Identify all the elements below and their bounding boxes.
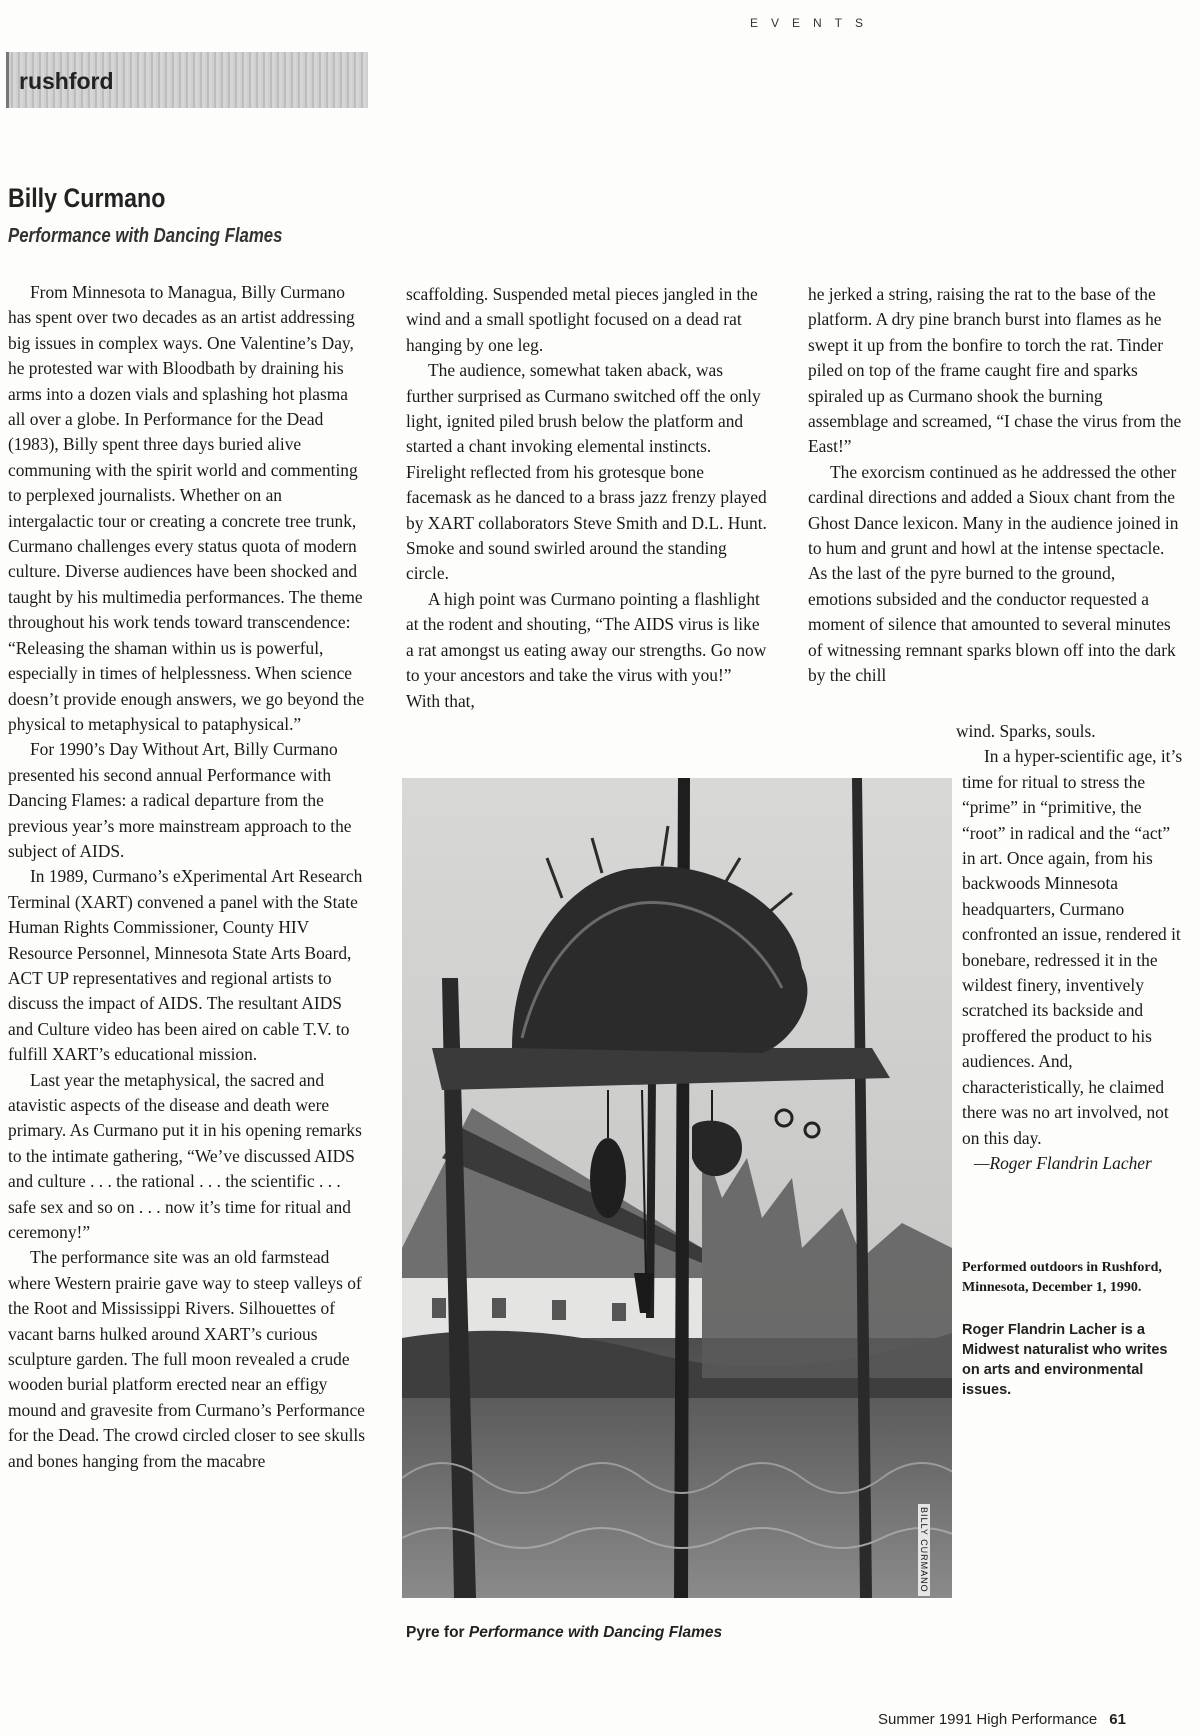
issue-label: Summer 1991 High Performance — [878, 1711, 1098, 1728]
paragraph: In a hyper-scientific age, it’s time for ritual to stress the “prime” in “primitive, the “root” in radical and the “act” in art. Once again, from his backwoods Minnesota headquarters, Curmano confronted an issue, rendered it bonebare, redressed it in the wildest finery, inventively scratched its backside and proffered the product to his audiences. And, characteristically, he claimed there was no art involved, not on this day. — [962, 746, 1183, 1148]
article-column-3-continued — [956, 719, 1184, 1176]
page-footer — [878, 1711, 1126, 1728]
author-bio: Roger Flandrin Lacher is a Midwest naturalist who writes on arts and environmental issues. — [962, 1322, 1168, 1398]
paragraph: he jerked a string, raising the rat to the base of the platform. A dry pine branch burst into flames as he swept it up from the bonfire to torch the rat. Tinder piled on top of the frame caught fire and sparks spiraled up as Curmano shook the burning assemblage and screamed, “I chase the virus from the East!” — [808, 284, 1182, 457]
photo-caption — [406, 1624, 722, 1642]
section-label: EVENTS — [750, 16, 877, 30]
paragraph: The exorcism continued as he addressed the other cardinal directions and added a Sioux chant from the Ghost Dance lexicon. Many in the audience joined in to hum and grunt and howl at the intense spectacle. As the last of the pyre burned to the ground, emotions subsided and the conductor requested a moment of silence that amounted to several minutes of witnessing remnant sparks blown off into the dark by the chill — [808, 461, 1179, 686]
paragraph: The audience, somewhat taken aback, was further surprised as Curmano switched off the only light, ignited piled brush below the platform and started a chant invoking elemental instincts. Firelight reflected from his grotesque bone facemask as he danced to a brass jazz frenzy played by XART collaborators Steve Smith and D.L. Hunt. Smoke and sound swirled around the standing circle. — [406, 360, 767, 584]
page-number: 61 — [1109, 1711, 1126, 1728]
paragraph: scaffolding. Suspended metal pieces jangled in the wind and a small spotlight focused on a dead rat hanging by one leg. — [406, 284, 758, 355]
location-banner — [6, 52, 368, 108]
article-title: Billy Curmano — [8, 183, 166, 213]
article-subtitle: Performance with Dancing Flames — [8, 225, 283, 247]
caption-prefix: Pyre for — [406, 1624, 469, 1641]
article-column-1 — [8, 280, 366, 1474]
caption-title: Performance with Dancing Flames — [468, 1624, 723, 1641]
paragraph: The performance site was an old farmstead where Western prairie gave way to steep valleys of the Root and Mississippi Rivers. Silhouettes of vacant barns hulked around XART’s curious sculpture garden. The full moon revealed a crude wooden burial platform erected near an effigy mound and gravesite from Curmano’s Performance for the Dead. The crowd circled closer to see skulls and bones hanging from the macabre — [8, 1247, 366, 1471]
article-column-3 — [808, 282, 1182, 689]
continued-line: wind. Sparks, souls. — [956, 721, 1096, 741]
article-column-2 — [406, 282, 768, 714]
paragraph: From Minnesota to Managua, Billy Curmano has spent over two decades as an artist addressing big issues in complex ways. One Valentine’s Day, he protested war with Bloodbath by draining his arms into a dozen vials and splashing hot plasma all over a globe. In Performance for the Dead (1983), Billy spent three days buried alive communing with the spirit world and commenting to perplexed journalists. Whether on an intergalactic tour or creating a concrete tree trunk, Curmano challenges every status quota of modern culture. Diverse audiences have been shocked and taught by his multimedia performances. The theme throughout his work tends toward transcendence: “Releasing the shaman within us is powerful, especially in times of helplessness. When science doesn’t provide enough answers, we go beyond the physical to metaphysical to pataphysical.” — [8, 282, 365, 734]
paragraph: A high point was Curmano pointing a flashlight at the rodent and shouting, “The AIDS virus is like a rat amongst us eating away our strengths. Go now to your ancestors and take the virus with you!” With that, — [406, 588, 767, 711]
paragraph-continued — [956, 719, 1184, 744]
paragraph: In 1989, Curmano’s eXperimental Art Research Terminal (XART) convened a panel with the State Human Rights Commissioner, County HIV Resource Personnel, Minnesota State Arts Board, ACT UP representatives and regional artists to discuss the impact of AIDS. The resultant AIDS and Culture video has been aired on cable T.V. to fulfill XART’s educational mission. — [8, 866, 363, 1065]
location-label: rushford — [19, 68, 114, 94]
paragraph: For 1990’s Day Without Art, Billy Curmano presented his second annual Performance with Dancing Flames: a radical departure from the previous year’s more mainstream approach to the subject of AIDS. — [8, 739, 352, 861]
photo-credit: BILLY CURMANO — [918, 1504, 930, 1596]
performance-note: Performed outdoors in Rushford, Minnesota, December 1, 1990. — [962, 1260, 1162, 1295]
pyre-photograph — [402, 778, 952, 1598]
byline: —Roger Flandrin Lacher — [974, 1152, 1152, 1173]
pyre-photo-illustration — [402, 778, 952, 1598]
paragraph: Last year the metaphysical, the sacred and atavistic aspects of the disease and death were primary. As Curmano put it in his opening remarks to the intimate gathering, “We’ve discussed AIDS and culture . . . the rational . . . the scientific . . . safe sex and so on . . . now it’s time for ritual and ceremony!” — [8, 1069, 362, 1243]
